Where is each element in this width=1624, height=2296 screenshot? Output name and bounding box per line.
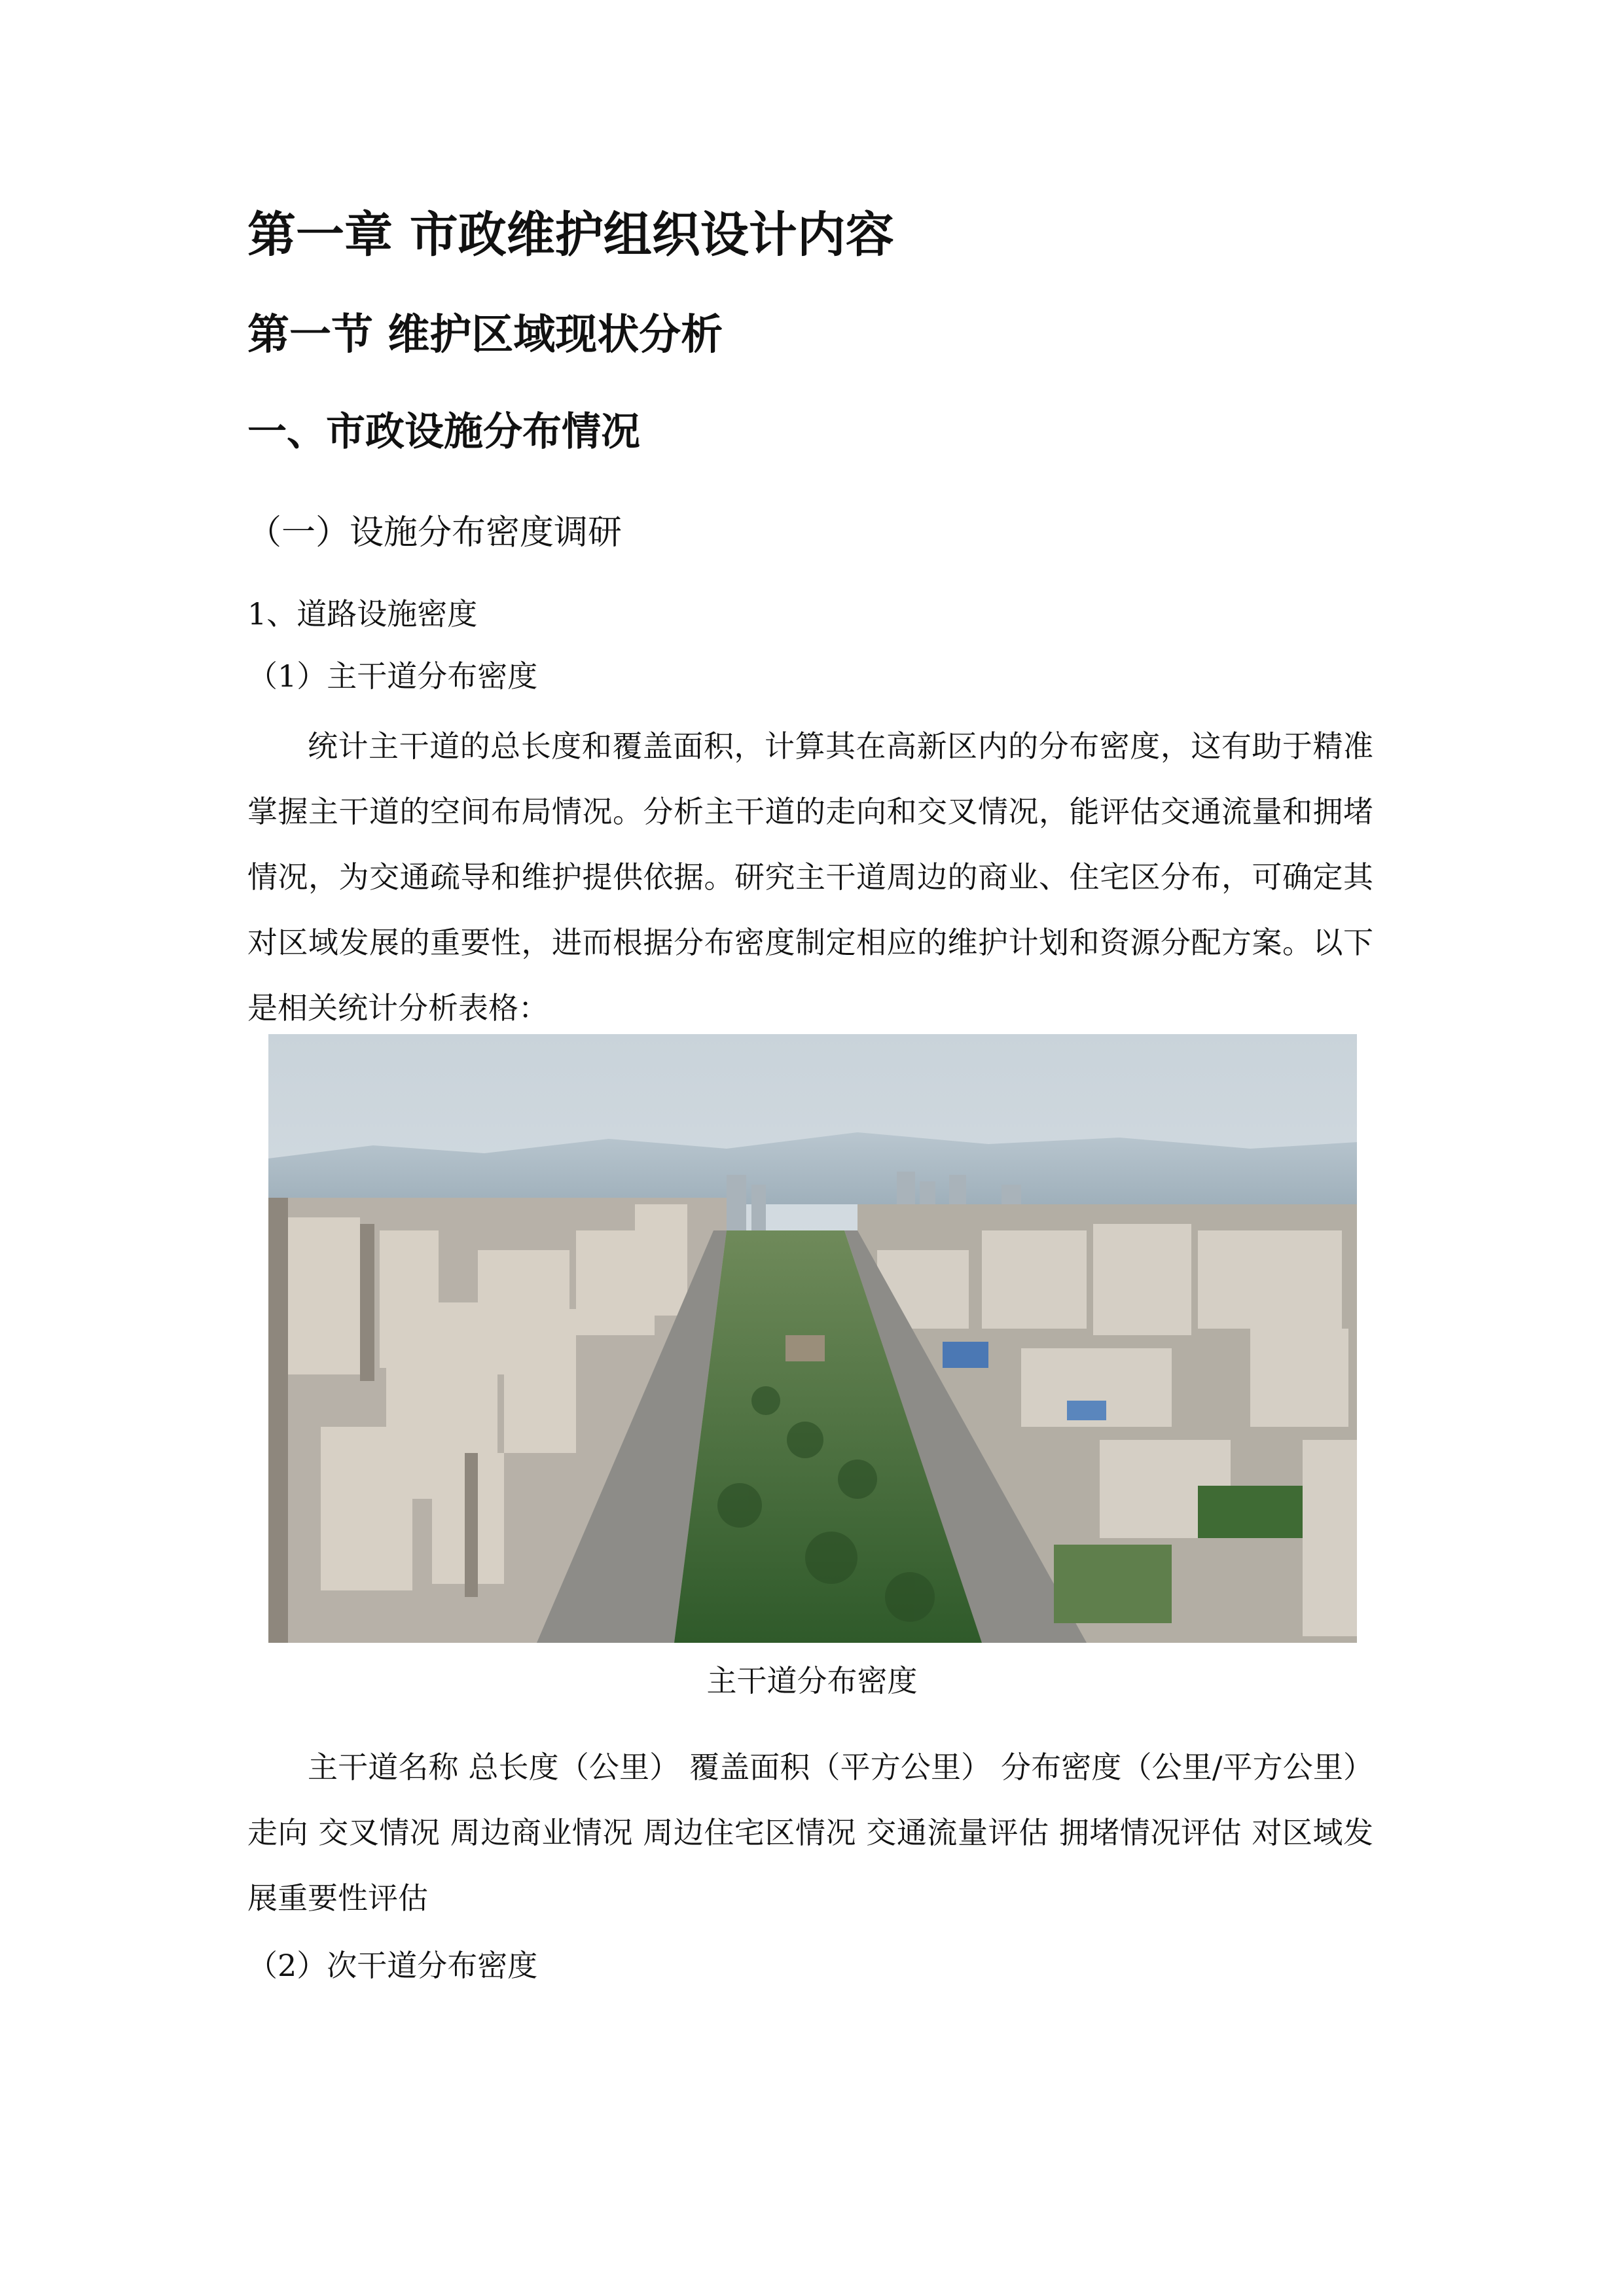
subitem-1-title: （1）主干道分布密度 <box>247 658 538 694</box>
section-title: 第一节 维护区域现状分析 <box>247 310 723 359</box>
subsection-title: 一、市政设施分布情况 <box>247 409 640 455</box>
subsubsection-title: （一）设施分布密度调研 <box>247 513 623 552</box>
figure-caption: 主干道分布密度 <box>706 1663 918 1698</box>
body-paragraph-1: 统计主干道的总长度和覆盖面积，计算其在高新区内的分布密度，这有助于精准掌握主干道的空间布局情况。分析主干道的走向和交叉情况，能评估交通流量和拥堵情况，为交通疏导和维护提供依据。研究主干道周边的商业、住宅区分布，可确定其对区域发展的重要性，进而根据分布密度制定相应的维护计划和资源分配方案。以下是相关统计分析表格： <box>247 728 1373 1026</box>
subitem-2-title: （2）次干道分布密度 <box>247 1948 538 1983</box>
item-title: 1、道路设施密度 <box>247 596 478 632</box>
aerial-city-avenue-photo <box>268 1034 1357 1643</box>
body-paragraph-2: 主干道名称 总长度（公里） 覆盖面积（平方公里） 分布密度（公里/平方公里） 走向 交叉情况 周边商业情况 周边住宅区情况 交通流量评估 拥堵情况评估 对区域发展重要性评估 <box>247 1749 1373 1916</box>
chapter-title: 第一章 市政维护组织设计内容 <box>247 207 894 263</box>
